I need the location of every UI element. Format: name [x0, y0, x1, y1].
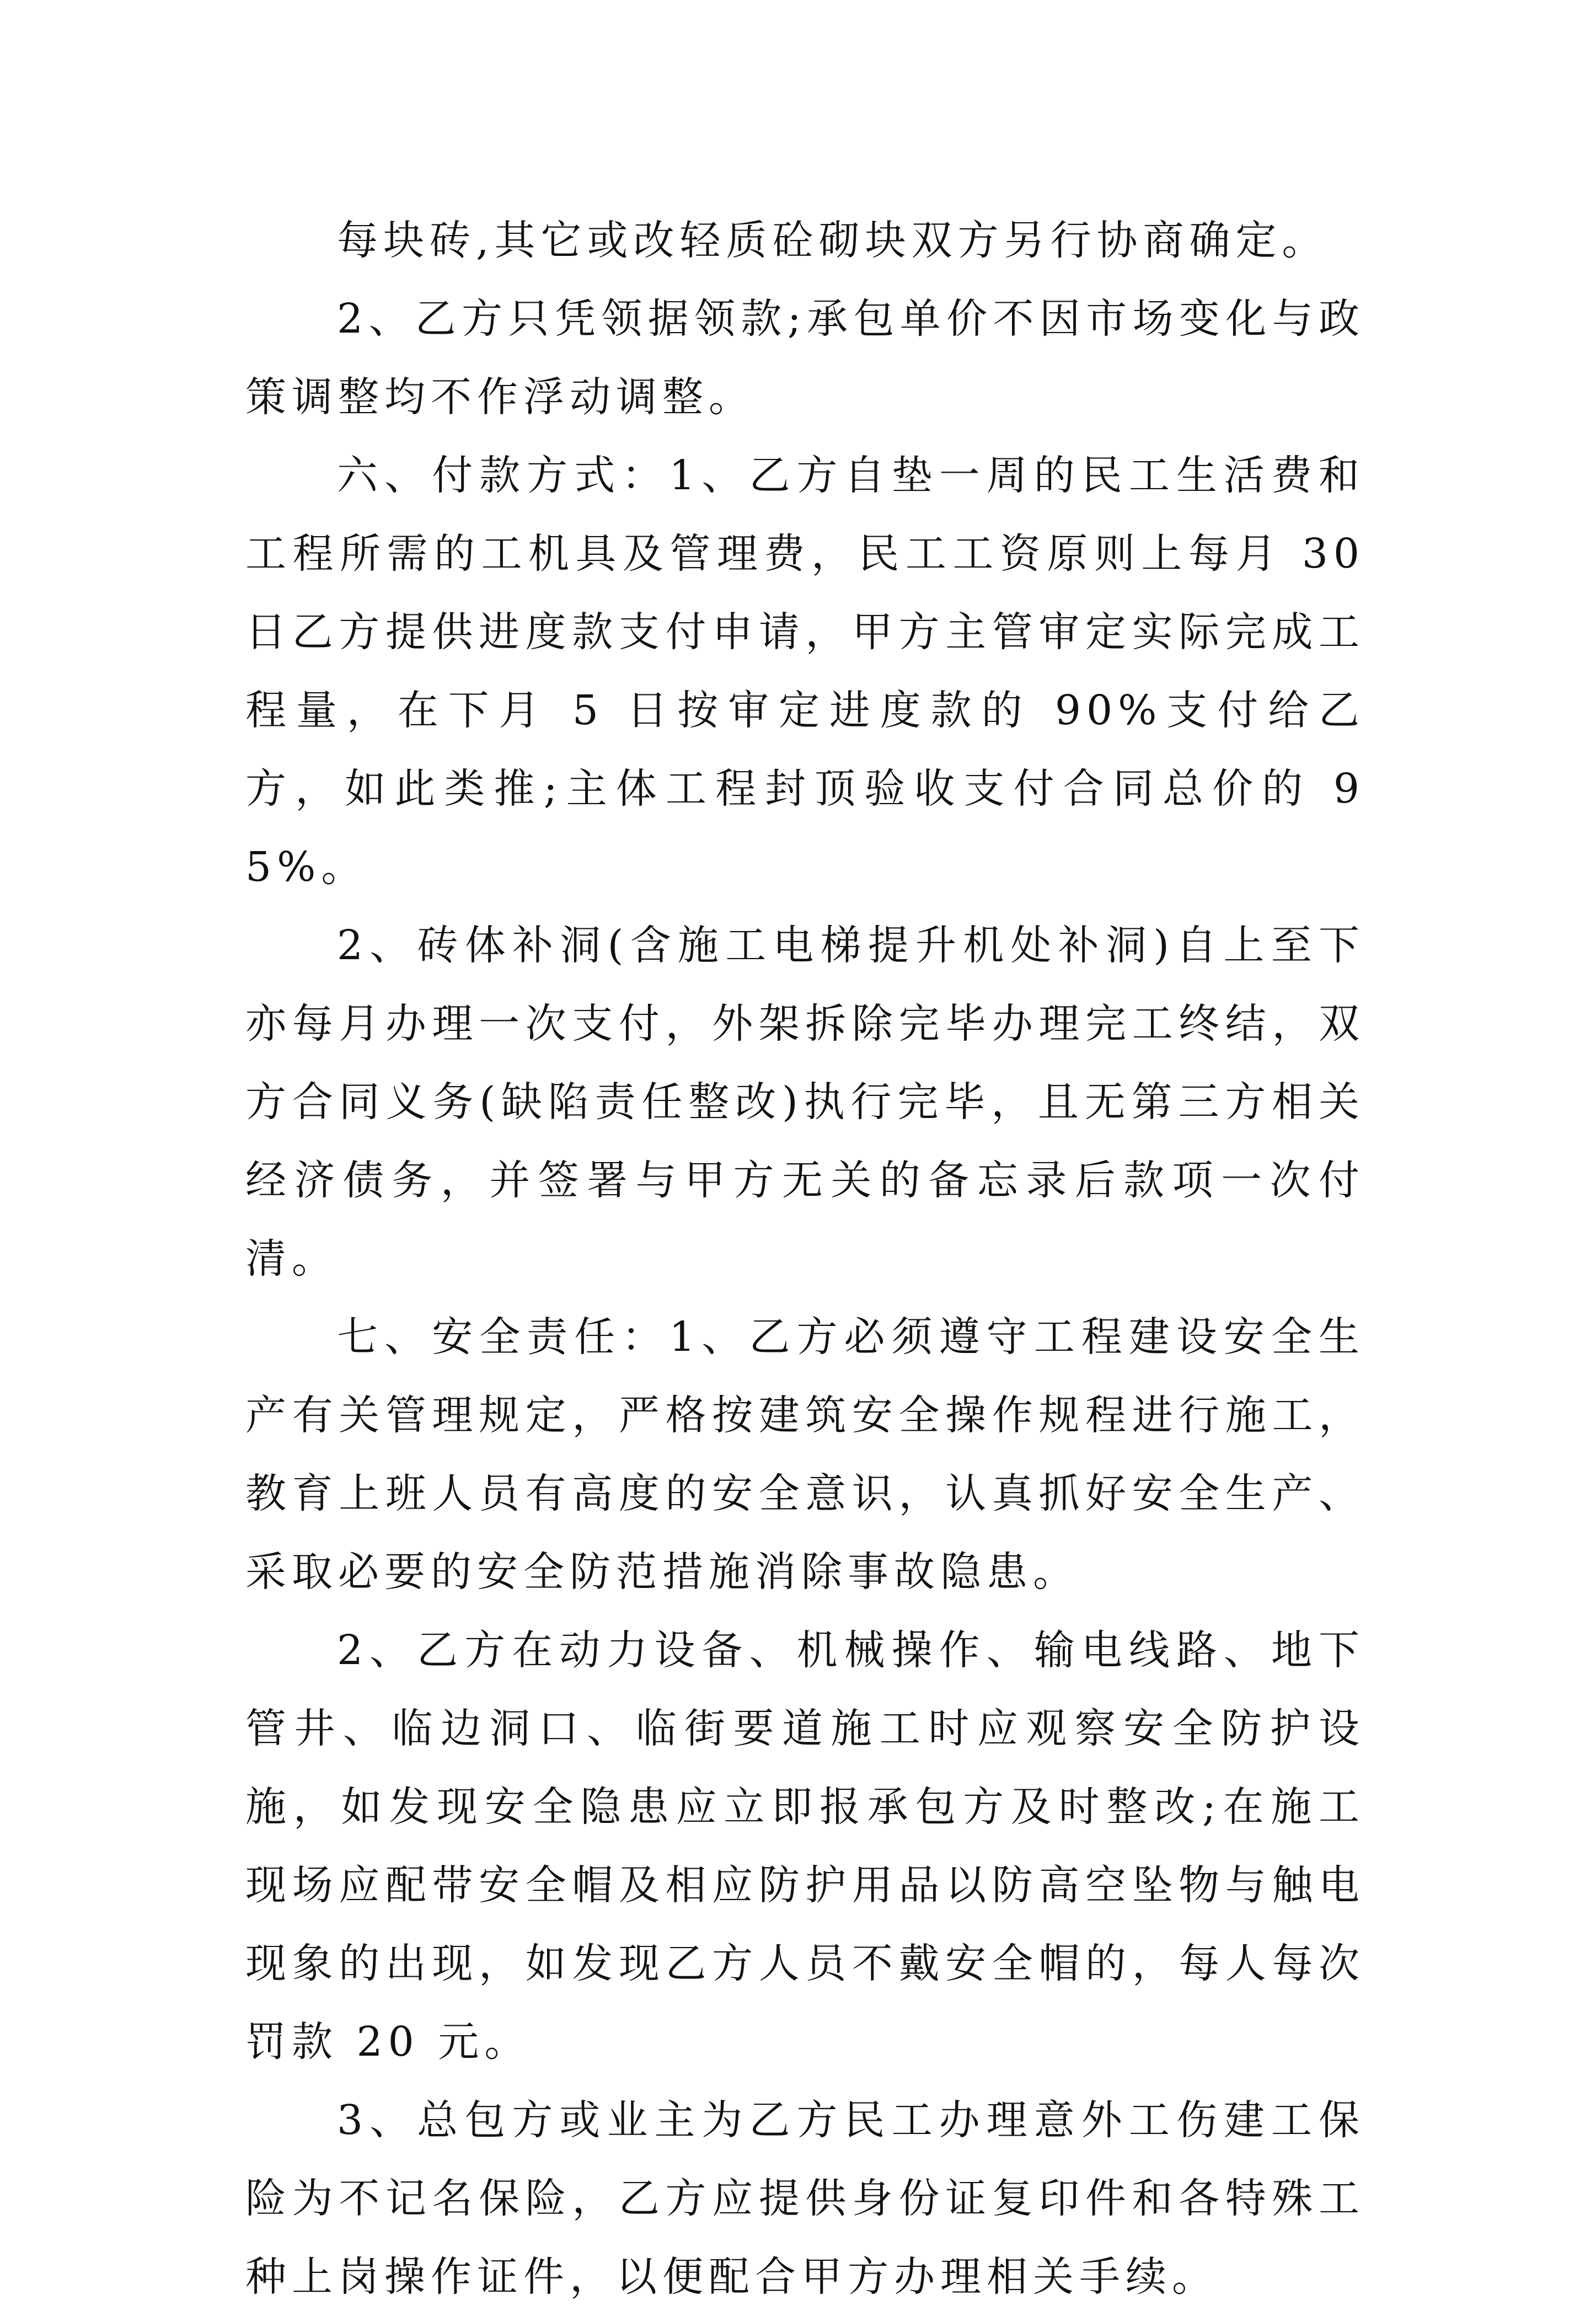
paragraph-safety-responsibility: 七、安全责任：1、乙方必须遵守工程建设安全生产有关管理规定，严格按建筑安全操作规程进行施工，教育上班人员有高度的安全意识，认真抓好安全生产、采取必要的安全防范措施消除事故隐患。: [245, 1313, 1365, 1596]
paragraph-brick-pricing: 每块砖,其它或改轻质砼砌块双方另行协商确定。: [337, 217, 1329, 264]
document-body: [245, 201, 1365, 2316]
paragraph-insurance: 3、总包方或业主为乙方民工办理意外工伤建工保险为不记名保险，乙方应提供身份证复印件和各特殊工种上岗操作证件，以便配合甲方办理相关手续。: [245, 2096, 1365, 2301]
paragraph-safety-protection: 2、乙方在动力设备、机械操作、输电线路、地下管井、临边洞口、临街要道施工时应观察安全防护设施，如发现安全隐患应立即报承包方及时整改;在施工现场应配带安全帽及相应防护用品以防高空坠物与触电现象的出现，如发现乙方人员不戴安全帽的，每人每次罚款 20 元。: [245, 1627, 1365, 2066]
paragraph-hole-repair-payment: 2、砖体补洞(含施工电梯提升机处补洞)自上至下亦每月办理一次支付，外架拆除完毕办理完工终结，双方合同义务(缺陷责任整改)执行完毕，且无第三方相关经济债务，并签署与甲方无关的备忘录后款项一次付清。: [245, 922, 1365, 1282]
paragraph-fixed-unit-price: 2、乙方只凭领据领款;承包单价不因市场变化与政策调整均不作浮动调整。: [245, 295, 1365, 421]
paragraph-payment-method: 六、付款方式：1、乙方自垫一周的民工生活费和工程所需的工机具及管理费，民工工资原则上每月 30 日乙方提供进度款支付申请，甲方主管审定实际完成工程量，在下月 5 日按审定进度款的 90%支付给乙方，如此类推;主体工程封顶验收支付合同总价的 95%。: [245, 452, 1365, 891]
